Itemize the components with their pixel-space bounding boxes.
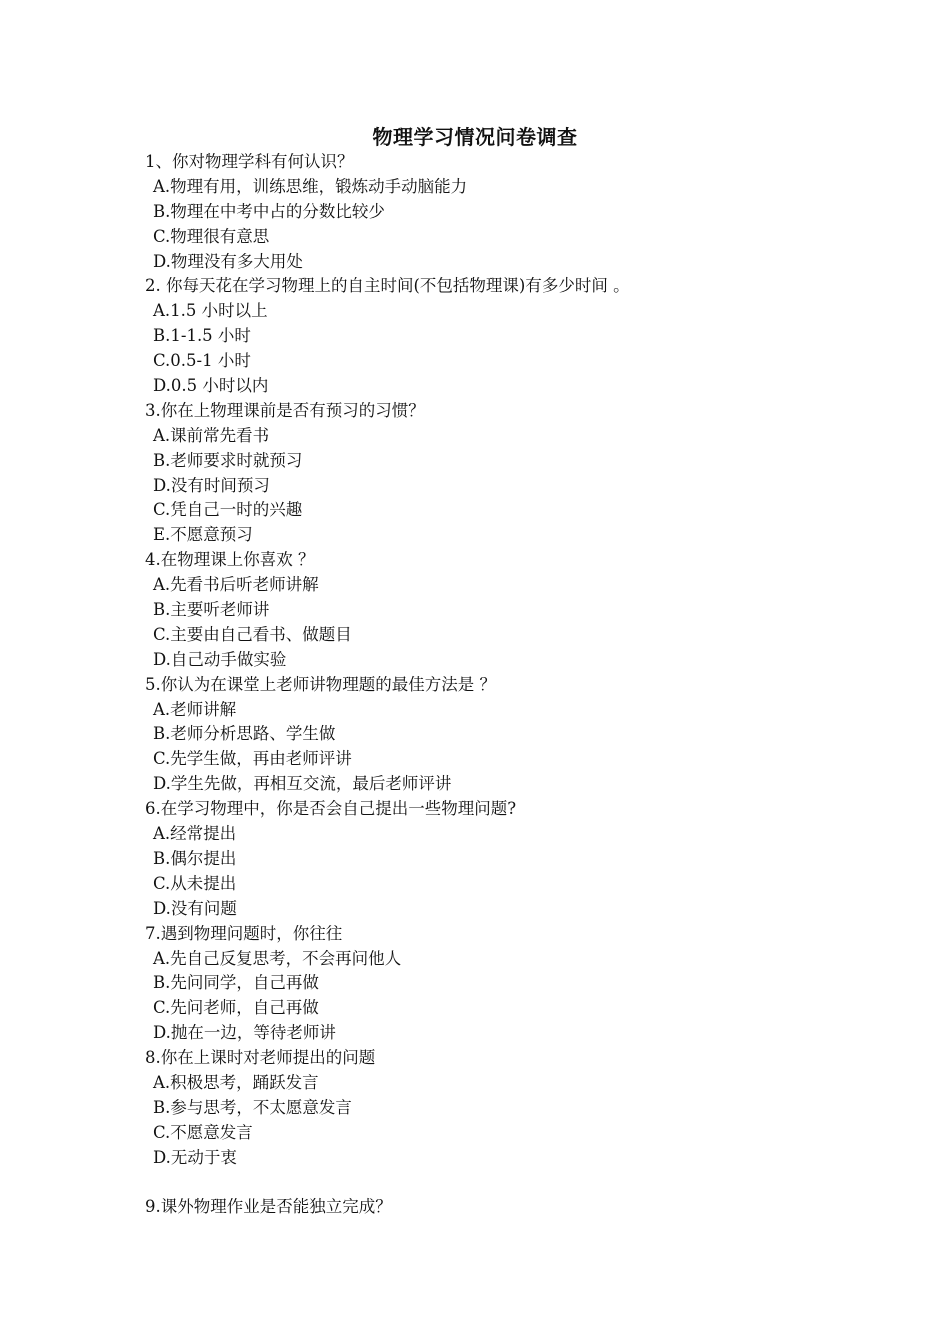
question-2-option-a: A.1.5 小时以上 (153, 301, 268, 321)
question-7-option-a: A.先自己反复思考，不会再问他人 (153, 948, 402, 968)
question-8: 8.你在上课时对老师提出的问题 (145, 1048, 376, 1068)
question-3-option-e: E.不愿意预习 (153, 525, 253, 545)
question-2: 2. 你每天花在学习物理上的自主时间(不包括物理课)有多少时间 。 (145, 276, 630, 296)
question-8-option-c: C.不愿意发言 (153, 1122, 253, 1142)
question-1-option-c: C.物理很有意思 (153, 226, 270, 246)
question-2-option-b: B.1-1.5 小时 (153, 326, 251, 346)
question-5: 5.你认为在课堂上老师讲物理题的最佳方法是 ？ (145, 674, 496, 694)
question-8-option-a: A.积极思考，踊跃发言 (153, 1072, 319, 1092)
question-1: 1、你对物理学科有何认识？ (145, 152, 354, 171)
question-3-option-c: C.凭自己一时的兴趣 (153, 500, 303, 520)
question-2-option-c: C.0.5-1 小时 (153, 351, 251, 371)
question-6: 6.在学习物理中，你是否会自己提出一些物理问题? (145, 799, 517, 819)
question-8-option-b: B.参与思考，不太愿意发言 (153, 1097, 352, 1117)
question-3-option-b: B.老师要求时就预习 (153, 450, 303, 470)
question-5-option-c: C.先学生做，再由老师评讲 (153, 749, 352, 769)
question-9: 9.课外物理作业是否能独立完成？ (145, 1197, 392, 1217)
question-2-option-d: D.0.5 小时以内 (153, 376, 269, 396)
question-6-option-d: D.没有问题 (153, 898, 237, 918)
question-3-option-a: A.课前常先看书 (153, 425, 270, 445)
question-4: 4.在物理课上你喜欢 ？ (145, 550, 315, 570)
question-1-option-a: A.物理有用，训练思维，锻炼动手动脑能力 (153, 176, 468, 196)
question-4-option-a: A.先看书后听老师讲解 (153, 575, 319, 595)
question-4-option-c: C.主要由自己看书、做题目 (153, 624, 352, 644)
blank-line (145, 1171, 845, 1196)
question-8-option-d: D.无动于衷 (153, 1147, 237, 1167)
question-6-option-c: C.从未提出 (153, 873, 237, 893)
question-4-option-d: D.自己动手做实验 (153, 649, 287, 669)
question-7: 7.遇到物理问题时，你往往 (145, 923, 343, 943)
question-7-option-b: B.先问同学，自己再做 (153, 973, 319, 993)
questionnaire (145, 150, 845, 1220)
question-3-option-d: D.没有时间预习 (153, 475, 270, 495)
question-7-option-d: D.抛在一边，等待老师讲 (153, 1023, 336, 1043)
question-6-option-a: A.经常提出 (153, 824, 237, 844)
question-5-option-b: B.老师分析思路、学生做 (153, 724, 336, 744)
question-7-option-c: C.先问老师，自己再做 (153, 998, 319, 1018)
question-5-option-a: A.老师讲解 (153, 699, 237, 719)
question-1-option-b: B.物理在中考中占的分数比较少 (153, 201, 385, 221)
question-3: 3.你在上物理课前是否有预习的习惯？ (145, 400, 425, 420)
question-5-option-d: D.学生先做，再相互交流，最后老师评讲 (153, 774, 452, 794)
page-title: 物理学习情况问卷调查 (372, 125, 578, 149)
question-1-option-d: D.物理没有多大用处 (153, 251, 303, 271)
question-6-option-b: B.偶尔提出 (153, 848, 237, 868)
question-4-option-b: B.主要听老师讲 (153, 600, 270, 620)
